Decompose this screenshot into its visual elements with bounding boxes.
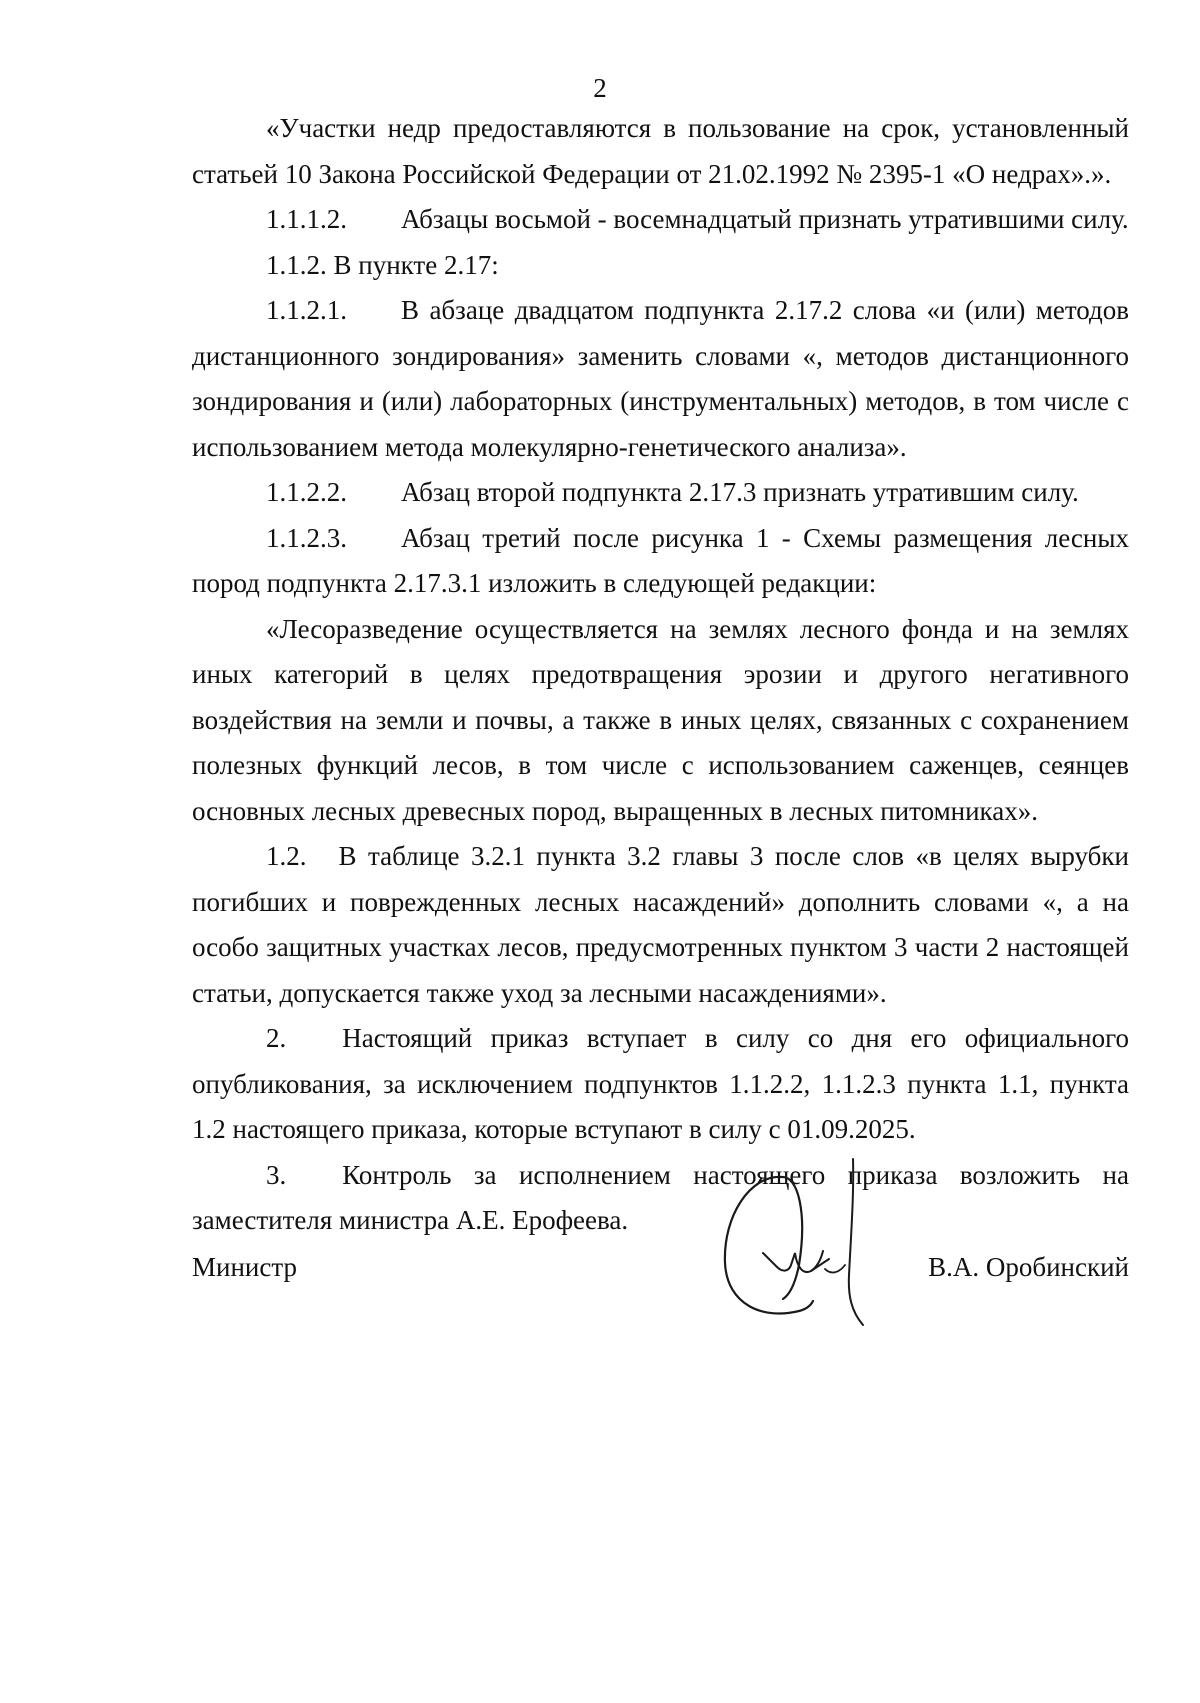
clause-number: 1.1.2.1. [266, 295, 347, 325]
paragraph-text: Абзацы восьмой - восемнадцатый признать утратившими силу. [401, 204, 1129, 234]
clause-number: 1.1.2.2. [266, 477, 347, 507]
paragraph-1-2 [192, 834, 1129, 1016]
clause-number: 1.1.1.2. [266, 204, 347, 234]
clause-number: 1.1.2.3. [266, 522, 347, 553]
paragraph-1-1-2 [192, 243, 1129, 289]
paragraph-1 [192, 106, 1129, 197]
paragraph-text: «Лесоразведение осуществляется на землях лесного фонда и на землях иных категорий в целях предотвращения эрозии и другого негативного воздействия на земли и почвы, а также в иных целях, связанных с сохранением полезных функций лесов, в том числе с использованием саженцев, сеянцев основных лесных древесных пород, выращенных в лесных питомниках». [192, 613, 1129, 826]
paragraph-2 [192, 1016, 1129, 1153]
paragraph-text: «Участки недр предоставляются в пользование на срок, установленный статьей 10 Закона Российской Федерации от 21.02.1992 № 2395-1 «О недрах».». [192, 113, 1129, 189]
paragraph-text: Абзац второй подпункта 2.17.3 признать утратившим силу. [401, 477, 1079, 507]
paragraph-text: Контроль за исполнением настоящего приказа возложить на заместителя министра А.Е. Ерофеева. [192, 1159, 1129, 1235]
paragraph-1-1-1-2 [192, 197, 1129, 243]
paragraph-text: 1.1.2. В пункте 2.17: [266, 249, 499, 280]
signature-block [192, 1175, 1129, 1355]
paragraph-quote-afforestation [192, 607, 1129, 835]
paragraph-text: Абзац третий после рисунка 1 - Схемы размещения лесных пород подпункта 2.17.3.1 изложить в следующей редакции: [192, 522, 1129, 598]
paragraph-text: Настоящий приказ вступает в силу со дня его официального опубликования, за исключением подпунктов 1.1.2.2, 1.1.2.3 пункта 1.1, пункта 1.2 настоящего приказа, которые вступают в силу с 01.09.2025. [192, 1023, 1129, 1144]
clause-number: 2. [266, 1023, 287, 1053]
clause-number: 3. [266, 1159, 287, 1190]
clause-number: 1.2. [266, 841, 307, 871]
paragraph-text: В абзаце двадцатом подпункта 2.17.2 слова «и (или) методов дистанционного зондирования» заменить словами «, методов дистанционного зондирования и (или) лабораторных (инструментальных) методов, в том числе с использованием метода молекулярно-генетического анализа». [192, 295, 1129, 462]
paragraph-1-1-2-3 [192, 516, 1129, 607]
page-number: 2 [593, 73, 607, 103]
handwritten-signature [703, 1155, 903, 1335]
paragraph-1-1-2-1 [192, 288, 1129, 470]
signer-position: Министр [192, 1252, 297, 1282]
document-body [192, 106, 1129, 1244]
paragraph-text: В таблице 3.2.1 пункта 3.2 главы 3 после слов «в целях вырубки погибших и поврежденных лесных насаждений» дополнить словами «, а на особо защитных участках лесов, предусмотренных пунктом 3 части 2 настоящей статьи, допускается также уход за лесными насаждениями». [192, 841, 1129, 1008]
signer-name: В.А. Оробинский [928, 1252, 1129, 1282]
paragraph-1-1-2-2 [192, 470, 1129, 516]
